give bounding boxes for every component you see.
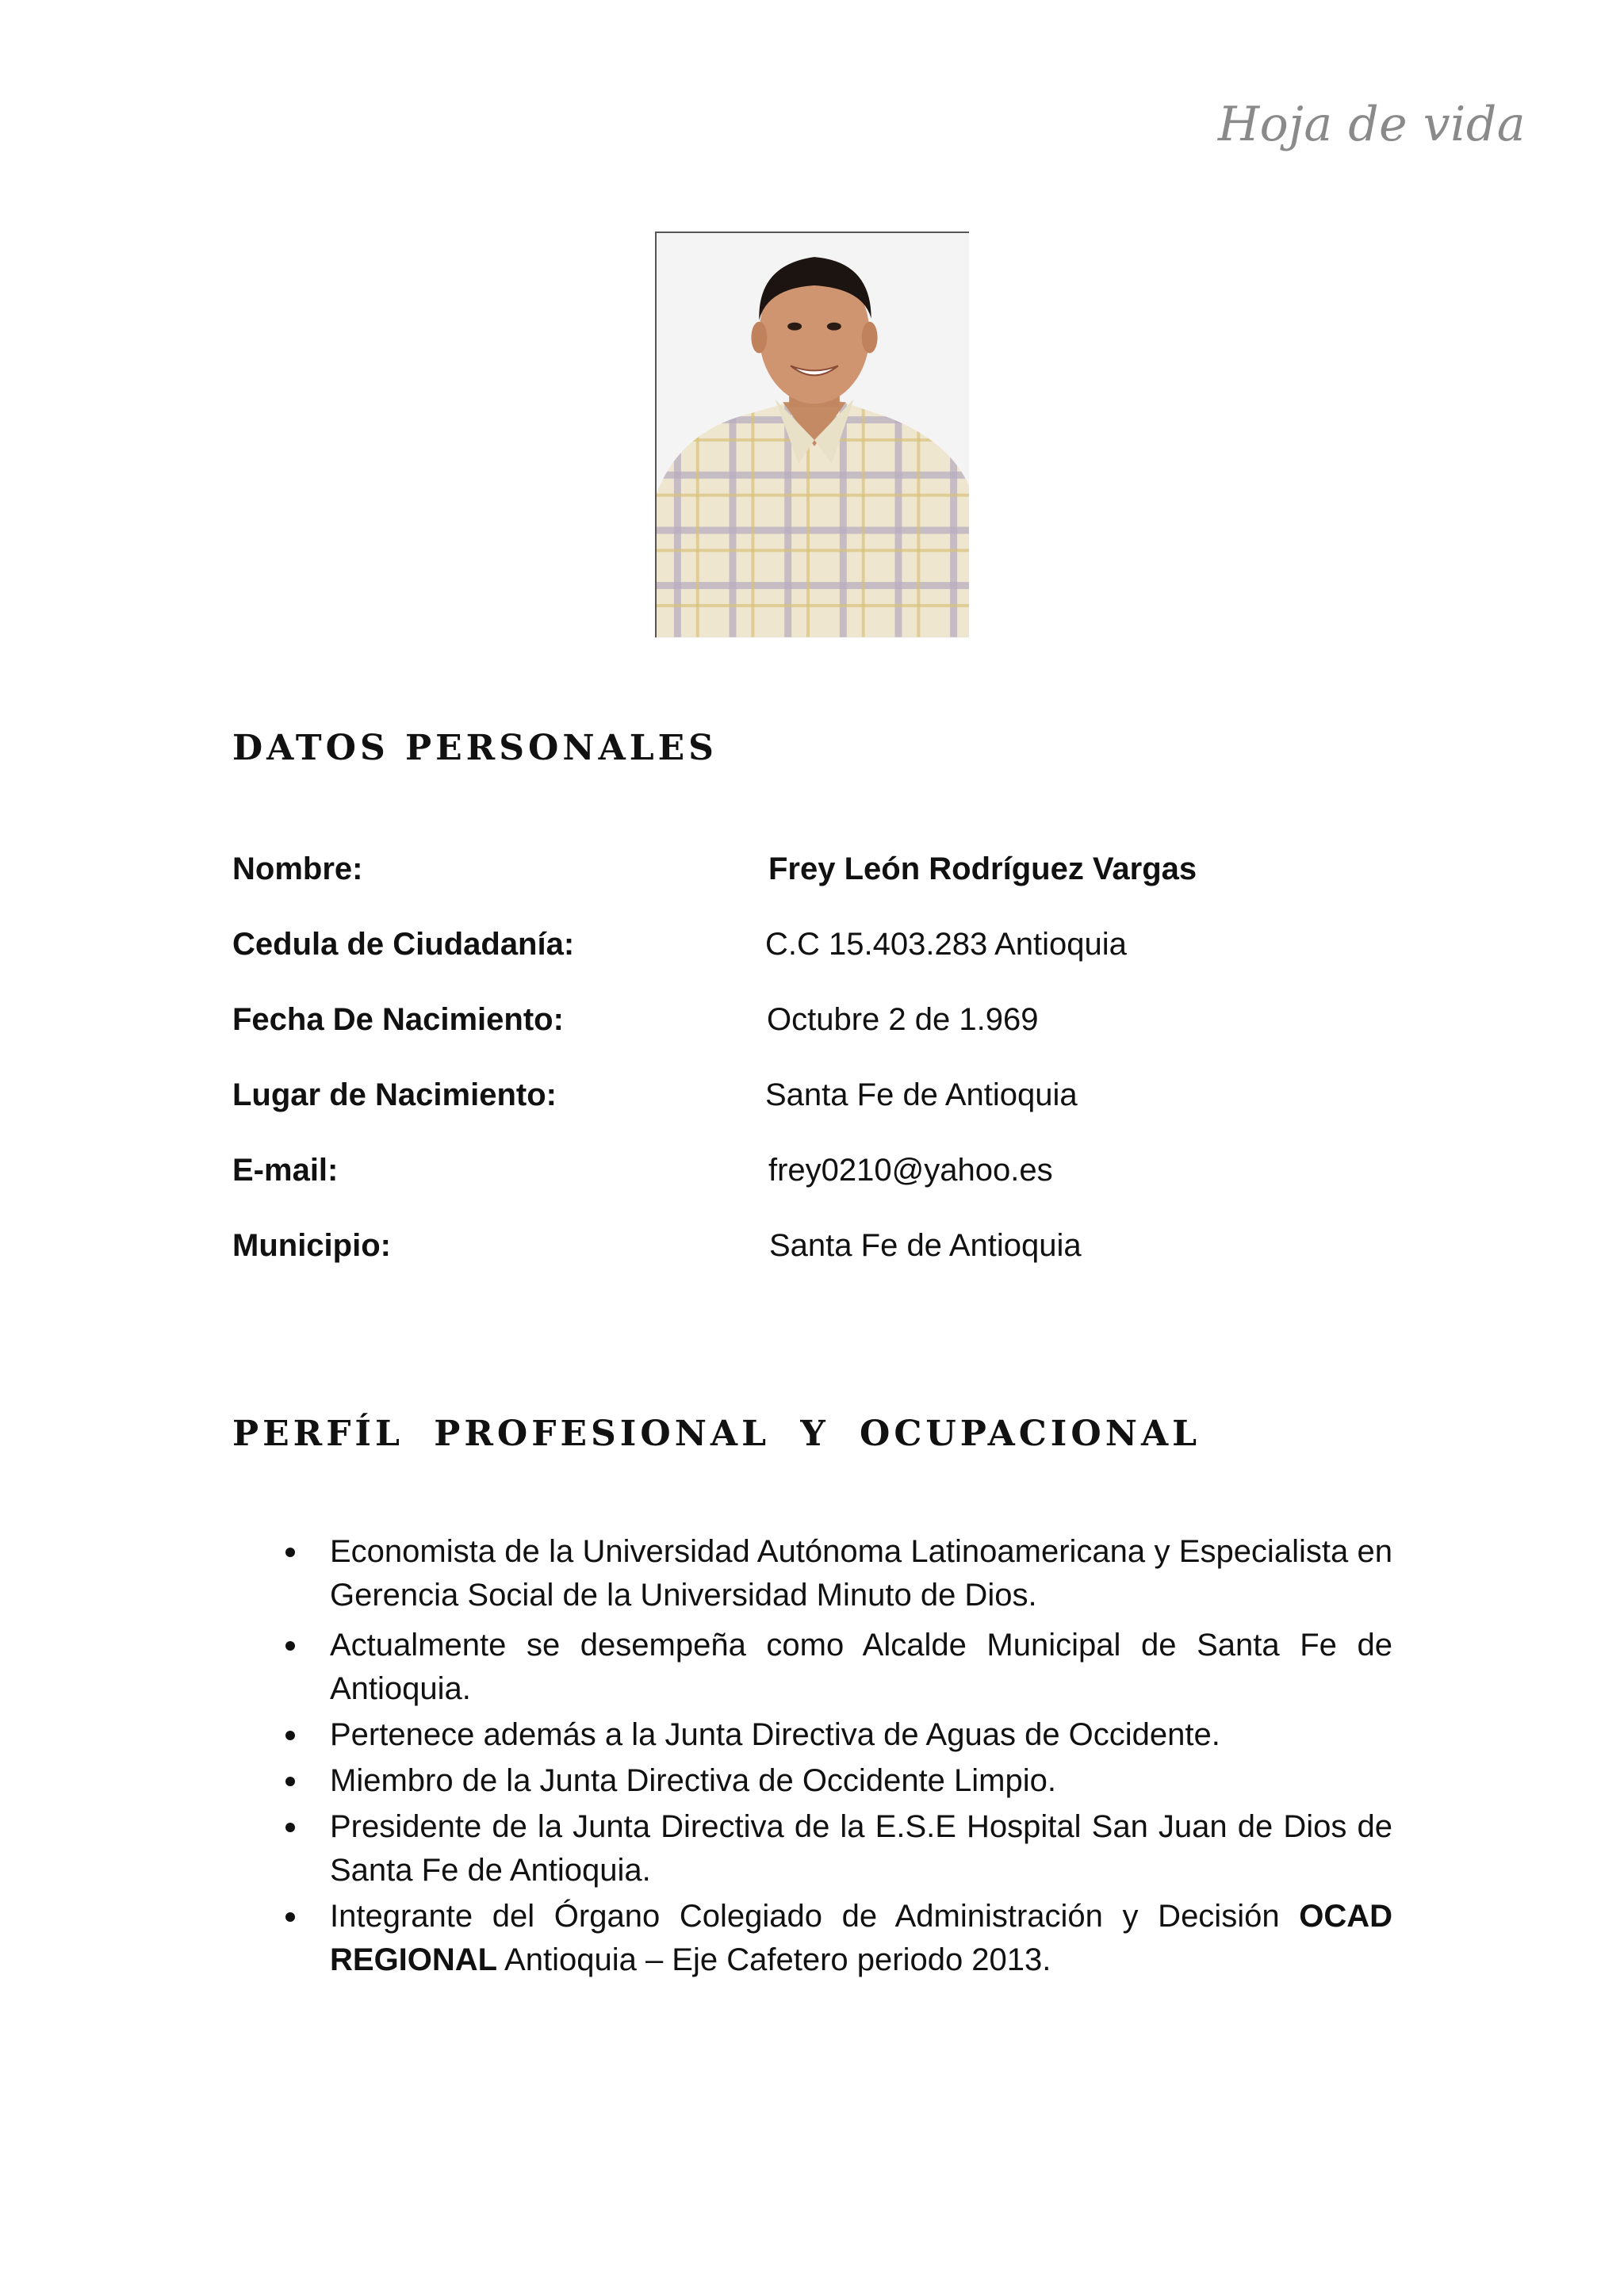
section-heading-personal-data: DATOS PERSONALES — [232, 728, 718, 768]
list-item-text-bold: OCAD REGIONAL — [330, 1899, 1392, 1977]
list-item-text: Actualmente se desempeña como Alcalde Municipal de Santa Fe de Antioquia. — [330, 1628, 1392, 1706]
portrait-photo-icon — [657, 233, 969, 637]
field-value-email: frey0210@yahoo.es — [768, 1153, 1053, 1188]
field-value-birth-date: Octubre 2 de 1.969 — [767, 1002, 1039, 1037]
profile-photo — [655, 232, 969, 637]
list-item — [285, 1759, 1392, 1803]
list-item — [285, 1895, 1392, 1982]
field-label-birth-date: Fecha De Nacimiento: — [232, 1002, 564, 1037]
list-item-text: Miembro de la Junta Directiva de Occidente Limpio. — [330, 1763, 1056, 1798]
profile-list — [285, 1530, 1392, 1984]
field-label-id: Cedula de Ciudadanía: — [232, 927, 575, 962]
field-label-birth-place: Lugar de Nacimiento: — [232, 1077, 557, 1112]
list-item-text-after: Antioquia – Eje Cafetero periodo 2013. — [497, 1942, 1051, 1977]
section-heading-profile: PERFÍL PROFESIONAL Y OCUPACIONAL — [232, 1414, 1201, 1454]
bullet-icon — [285, 1823, 295, 1832]
list-item — [285, 1805, 1392, 1892]
list-item-text: Economista de la Universidad Autónoma Latinoamericana y Especialista en Gerencia Social de la Universidad Minuto de Dios. — [330, 1534, 1392, 1613]
field-label-email: E-mail: — [232, 1153, 339, 1188]
bullet-icon — [285, 1641, 295, 1651]
document-title: Hoja de vida — [1217, 97, 1526, 152]
bullet-icon — [285, 1548, 295, 1557]
field-value-municipality: Santa Fe de Antioquia — [769, 1228, 1082, 1263]
field-value-birth-place: Santa Fe de Antioquia — [765, 1077, 1078, 1112]
list-item-text: Pertenece además a la Junta Directiva de Aguas de Occidente. — [330, 1717, 1220, 1752]
bullet-icon — [285, 1912, 295, 1922]
bullet-icon — [285, 1731, 295, 1740]
list-item-text: Presidente de la Junta Directiva de la E.S.E Hospital San Juan de Dios de Santa Fe de Antioquia. — [330, 1809, 1392, 1888]
field-label-name: Nombre: — [232, 851, 363, 886]
list-item — [285, 1713, 1392, 1757]
bullet-icon — [285, 1777, 295, 1786]
field-value-name: Frey León Rodríguez Vargas — [768, 851, 1197, 886]
field-value-id: C.C 15.403.283 Antioquia — [765, 927, 1127, 962]
field-label-municipality: Municipio: — [232, 1228, 391, 1263]
list-item — [285, 1530, 1392, 1617]
list-item — [285, 1624, 1392, 1711]
list-item-text-before: Integrante del Órgano Colegiado de Administración y Decisión — [330, 1899, 1300, 1934]
